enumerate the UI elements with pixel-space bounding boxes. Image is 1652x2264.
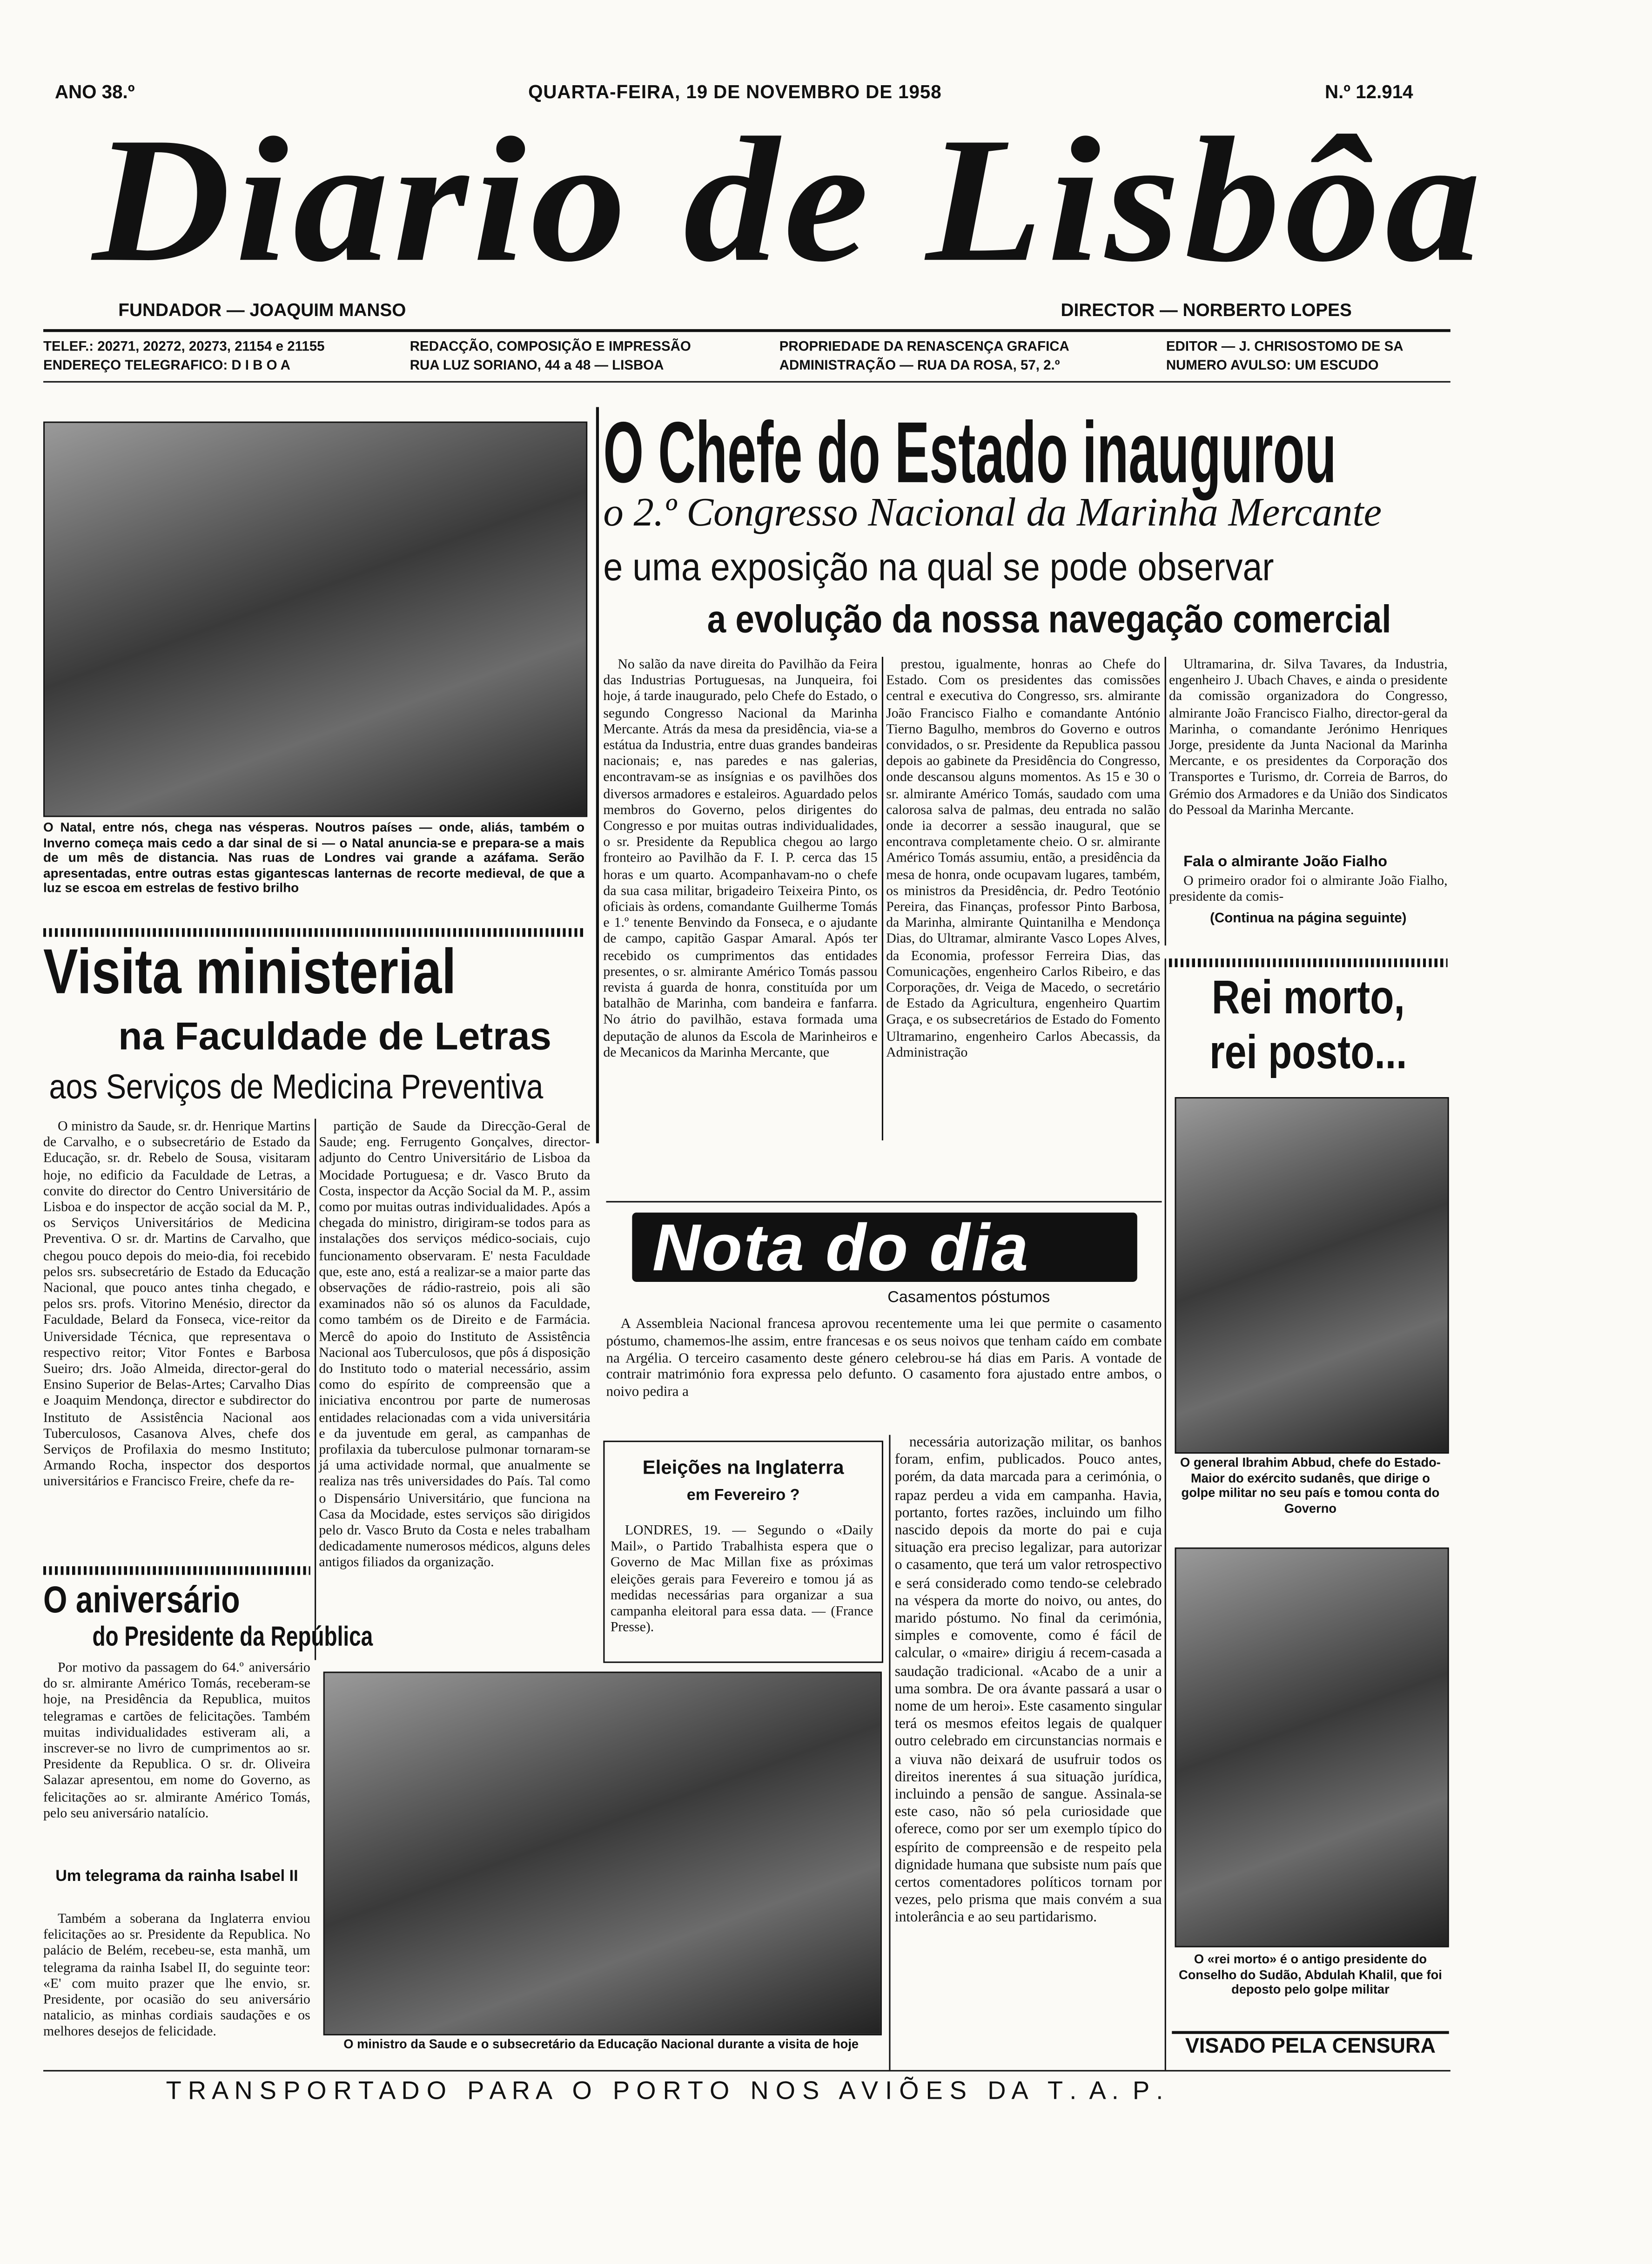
nota-body <box>895 1435 1162 2067</box>
header-info-editor <box>1166 338 1404 376</box>
aniversario-deck-box <box>92 1622 373 1657</box>
column-rule <box>315 1119 316 1660</box>
lead-col3-block <box>1169 657 1448 847</box>
lead-col1-text: No salão da nave direita do Pavilhão da Feira das Industrias Portuguesas, na Junqueira, foi hoje, á tarde inaugurado, pelo Chefe do Estado, o segundo Congresso Nacional da Marinha Mercante. Atrás da mesa da presidência, via-se a estátua da Industria, entre duas grandes bandeiras nacionais; e, nas paredes e nas galerias, encontravam-se as insígnias e os pavilhões dos diversos armadores e estaleiros. Aguardado pelos membros do Governo, pelos dirigentes do Congresso e por muitas outras individualidades, o sr. Presidente da Republica chegou ao largo fronteiro ao Pavilhão da F. I. P. cerca das 15 horas e um quarto. Acompanhavam-no o chefe da sua casa militar, brigadeiro Teixeira Pinto, os oficiais às ordens, comandante Guilherme Tomás e 1.º tenente Benvindo da Fonseca, e o ajudante de campo, capitão Gaspar Amaral. Após ter recebido os cumprimentos das entidades presentes, o sr. almirante Américo Tomás passou revista á guarda de honra, constituída por um batalhão de Marinha, com bandeira e fanfarra. No átrio do pavilhão, estava formada uma deputação de alunos da Escola de Marinheiros e de Mecanicos da Marinha Mercante, que <box>603 657 878 1061</box>
rei-headline-box <box>1169 970 1448 1083</box>
rei-headline2: rei posto... <box>1209 1024 1407 1078</box>
lead-left-rule <box>596 407 599 1144</box>
lead-col3-text2: O primeiro orador foi o almirante João Fialho, presidente da comis- <box>1169 873 1448 906</box>
separator <box>43 1566 310 1575</box>
nota-top-rule <box>606 1201 1162 1202</box>
column-rule <box>1165 958 1166 2070</box>
ministro-caption: O ministro da Saude e o subsecretário da Educação Nacional durante a visita de hoje <box>343 2036 859 2051</box>
visita-col1-text: O ministro da Saude, sr. dr. Henrique Martins de Carvalho, e o subsecretário de Estado da Educação, sr. dr. Rebelo de Sousa, visitaram hoje, no edificio da Faculdade de Letras, a convite do director do Centro Universitário de Lisboa e do inspector de acção social da M. P., os Serviços Universitários de Medicina Preventiva. O sr. dr. Martins de Carvalho, que chegou pouco depois do meio-dia, foi recebido pelos srs. subsecretário de Estado da Educação Nacional, que pouco antes tinha chegado, e pelos srs. profs. Vitorino Menésio, director da Faculdade, Belard da Fonseca, vice-reitor da Universidade Técnica, que representava o respectivo reitor; Vitor Fontes e Barbosa Sueiro; drs. João Almeida, director-geral do Ensino Superior de Belas-Artes; Carvalho Dias e Joaquim Mendonça, director e subdirector do Instituto de Assistência Nacional aos Tuberculosos, Casanova Alves, chefe dos Serviços de Profilaxia do mesmo Instituto; Armando Rocha, inspector dos desportos universitários e Francisco Freire, chefe da re- <box>43 1119 310 1490</box>
abbud-photo <box>1175 1097 1449 1454</box>
nota-title: Nota do dia <box>652 1209 1030 1285</box>
lead-col2 <box>886 657 1160 1133</box>
aniversario-body <box>43 1660 310 1869</box>
visita-col1 <box>43 1119 310 1545</box>
issue-number: N.º 12.914 <box>1324 81 1413 103</box>
administracao: ADMINISTRAÇÃO — RUA DA ROSA, 57, 2.º <box>779 358 1060 374</box>
eleicoes-box <box>603 1441 883 1663</box>
nota-subtitle: Casamentos póstumos <box>887 1289 1050 1307</box>
lead-continua: (Continua na página seguinte) <box>1210 910 1407 927</box>
visita-deck1: na Faculdade de Letras <box>118 1015 552 1058</box>
visita-deck2: aos Serviços de Medicina Preventiva <box>49 1068 544 1107</box>
natal-caption: O Natal, entre nós, chega nas vésperas. Noutros países — onde, aliás, também o Inverno começa mais cedo a dar sinal de si — o Natal anuncia-se e prepara-se a mais de um mês de distancia. Nas ruas de Londres vai grande a azáfama. Serão apresentadas, entre outras estas gigantescas lanternas de recorte medieval, de que a luz se escoa em estrelas de festivo brilho <box>43 820 585 895</box>
phones: TELEF.: 20271, 20272, 20273, 21154 e 21155 <box>43 339 325 355</box>
khalil-caption: O «rei morto» é o antigo presidente do Conselho do Sudão, Abdulah Khalil, que foi deposto pelo golpe militar <box>1179 1951 1442 1997</box>
masthead-title: Diario de Lisbôa <box>92 101 1486 299</box>
separator <box>43 928 584 937</box>
eleicoes-headline: Eleições na Inglaterra <box>642 1456 844 1478</box>
natal-photo <box>43 422 587 817</box>
lead-headline-box <box>603 404 1447 501</box>
lead-headline: O Chefe do Estado inaugurou <box>603 404 1336 501</box>
abbud-caption: O general Ibrahim Abbud, chefe do Estado-Maior do exército sudanês, que dirige o golpe militar no seu país e tomou conta do Governo <box>1180 1455 1441 1515</box>
header-rule-bottom <box>43 381 1451 383</box>
visita-col2 <box>319 1119 590 1660</box>
ministro-photo <box>323 1671 882 2035</box>
nota-banner <box>632 1209 1137 1285</box>
lead-col2-text: prestou, igualmente, honras ao Chefe do Estado. Com os presidentes das comissões central e executiva do Congresso, srs. almirante João Francisco Fialho e comandante António Tierno Bagulho, membros do Governo e outros convidados, o sr. Presidente da Republica passou depois ao gabinete da Presidência do Congresso, onde descansou alguns momentos. As 15 e 30 o sr. almirante Américo Tomás, saudado com uma calorosa salva de palmas, deu entrada no salão onde ia decorrer a sessão inaugural, que se encontrava completamente cheio. O sr. almirante Américo Tomás assumiu, então, a presidência da mesa de honra, onde ocupavam lugares, também, os ministros da Presidência, dr. Pedro Teotónio Pereira, das Finanças, professor Pinto Barbosa, da Marinha, almirante Quintanilha e Mendonça Dias, do Ultramar, almirante Vasco Lopes Alves, da Economia, professor Ferreira Dias, das Comunicações, engenheiro Carlos Ribeiro, e das Corporações, dr. Veiga de Macedo, o secretário de Estado da Agricultura, engenheiro Quartim Graça, e os subsecretários de Estado do Fomento Ultramarino, engenheiro Carlos Abecassis, da Administração <box>886 657 1161 1061</box>
founder: FUNDADOR — JOAQUIM MANSO <box>118 300 406 321</box>
visita-headline-box <box>43 938 591 1008</box>
telegraph: ENDEREÇO TELEGRAFICO: D I B O A <box>43 358 290 374</box>
aniversario-headline-box <box>43 1578 310 1624</box>
nota-intro <box>606 1316 1162 1429</box>
footer-rule <box>43 2070 1451 2071</box>
lead-col3-text: Ultramarina, dr. Silva Tavares, da Industria, engenheiro J. Ubach Chaves, e ainda o presidente da comissão organizadora do Congresso, almirante João Francisco Fialho, director-geral da Marinha, o comandante Jerónimo Henriques Jorge, presidente da Junta Nacional da Marinha Mercante, e os presidentes da Corporação dos Transportes e Turismo, dr. Correia de Barros, do Grémio dos Armadores e da União dos Sindicatos do Pessoal da Marinha Mercante. <box>1169 657 1448 818</box>
lead-col3 <box>1169 657 1448 953</box>
eleicoes-body <box>611 1523 873 1656</box>
price: NUMERO AVULSO: UM ESCUDO <box>1166 358 1379 374</box>
visita-col2-text: partição de Saude da Direcção-Geral de Saude; eng. Ferrugento Gonçalves, director-adjunto do Centro Universitário de Lisboa da Mocidade Portuguesa; e dr. Vasco Bruto da Costa, inspector da Acção Social da M. P., assim como por muitas outras individualidades. Após a chegada do ministro, dirigiram-se todos para as instalações dos serviços médico-sociais, cujo funcionamento observaram. E' nesta Faculdade que, este ano, está a realizar-se a maior parte das observações de rádio-rastreio, pois ali são examinados não só os alunos da Faculdade, como também os de Direito e de Farmácia. Mercê do apoio do Instituto de Assistência Nacional aos Tuberculosos, que pôs á disposição do Instituto todo o material necessário, assim como do espírito de compreensão que a iniciativa encontrou por parte de numerosas entidades relacionadas com a vida universitária e da juventude em geral, as campanhas de profilaxia da tuberculose pulmonar tornaram-se já uma actividade normal, que anualmente se realiza nas três universidades do País. Tal como o Dispensário Universitário, que funciona na Casa da Mocidade, estes serviços são dirigidos pelo dr. Vasco Bruto da Costa e neles trabalham dedicadamente numerosos médicos, alguns deles antigos filiados da organização. <box>319 1119 591 1571</box>
nota-body-text: necessária autorização militar, os banhos foram, enfim, publicados. Pouco antes, porém, da data marcada para a cerimónia, o rapaz perdeu a vida em campanha. Havia, portanto, fortes razões, incluindo um filho nascido depois da morte do pai e cuja situação era preciso legalizar, para autorizar o casamento, que terá um valor retrospectivo e será considerado como tendo-se celebrado na véspera da morte do noivo, ou antes, do marido póstumo. No final da cerimónia, simples e comovente, como é fácil de calcular, o «maire» dirigiu á recem-casada a saudação tradicional. «Acabo de a unir a uma sombra. De ora ávante passará a usar o nome de um heroi». Este casamento singular terá os mesmos efeitos legais de qualquer outro celebrado em circunstancias normais e a viuva não deixará de usufruir todos os direitos inerentes á sua situação jurídica, incluindo a pensão de sangue. Assinala-se este caso, não só pela curiosidade que oferece, como por ser um exemplo típico do espírito de compreensão e de respeito pela dignidade humana que subsiste num país que certos comentadores políticos tornam por vezes, pelo prisma que mais convém a sua intolerância e ao seu partidarismo. <box>894 1435 1162 1927</box>
khalil-photo <box>1175 1548 1449 1947</box>
eleicoes-body-text: LONDRES, 19. — Segundo o «Daily Mail», o Partido Trabalhista espera que o Governo de Mac Millan fixe as próximas eleições gerais para Fevereiro e tomou já as medidas necessárias para organizar a sua campanha eleitoral para essa data. — (France Presse). <box>610 1523 873 1636</box>
lead-col3-block2 <box>1169 873 1448 908</box>
issue-date: QUARTA-FEIRA, 19 DE NOVEMBRO DE 1958 <box>528 81 942 103</box>
aniversario-body-text: Por motivo da passagem do 64.º aniversário do sr. almirante Américo Tomás, receberam-se hoje, na Presidência da Republica, muitos telegramas e cartões de felicitações. Também muitas individualidades estiveram ali, a inscrever-se no livro de cumprimentos ao sr. Presidente da Republica. O sr. dr. Oliveira Salazar apresentou, em nome do Governo, as felicitações ao sr. almirante Américo Tomás, pelo seu aniversário natalício. <box>43 1660 310 1822</box>
director: DIRECTOR — NORBERTO LOPES <box>1061 300 1352 321</box>
lead-col1 <box>603 657 877 1133</box>
column-rule <box>882 657 883 1140</box>
lead-deck1: o 2.º Congresso Nacional da Marinha Mercante <box>603 491 1382 536</box>
aniversario-deck: do Presidente da República <box>92 1622 373 1653</box>
aniversario-body2 <box>43 1911 310 2055</box>
redaccao: REDACÇÃO, COMPOSIÇÃO E IMPRESSÃO <box>410 339 691 355</box>
lead-deck2: e uma exposição na qual se pode observar <box>603 546 1274 589</box>
nota-intro-text: A Assembleia Nacional francesa aprovou recentemente uma lei que permite o casamento póstumo, chamemos-lhe assim, entre francesas e os seus noivos que tenham caído em combate na Argélia. O terceiro casamento deste género celebrou-se há dias em Paris. A vontade de contrair matrimónio fora expressa pelo defunto. O casamento fora ajustado entre ambos, o noivo pedira a <box>606 1316 1162 1401</box>
redaccao-address: RUA LUZ SORIANO, 44 a 48 — LISBOA <box>410 358 664 374</box>
header-info-redaccao <box>410 338 691 376</box>
header-info-phones <box>43 338 325 376</box>
header-rule <box>43 329 1451 332</box>
aniversario-body2-text: Também a soberana da Inglaterra enviou felicitações ao sr. Presidente da Republica. No palácio de Belém, recebeu-se, esta manhã, um telegrama da rainha Isabel II, do seguinte teor: «E' com muito prazer que lhe envio, sr. Presidente, por ocasião do seu aniversário natalicio, as minhas cordiais saudações e os melhores desejos de felicidade. <box>43 1911 310 2041</box>
year-label: ANO 38.º <box>54 81 135 103</box>
separator <box>1169 958 1448 967</box>
propriedade: PROPRIEDADE DA RENASCENÇA GRAFICA <box>779 339 1069 355</box>
lead-col3-sub: Fala o almirante João Fialho <box>1183 853 1387 871</box>
column-rule <box>1165 657 1166 945</box>
rei-headline1: Rei morto, <box>1211 970 1405 1024</box>
visita-headline: Visita ministerial <box>43 937 457 1008</box>
lead-deck3: a evolução da nossa navegação comercial <box>707 597 1391 641</box>
column-rule <box>889 1435 890 2070</box>
aniversario-headline: O aniversário <box>43 1577 240 1621</box>
masthead <box>92 101 1550 303</box>
censura-stamp: VISADO PELA CENSURA <box>1172 2031 1449 2059</box>
header-info-propriedade <box>779 338 1069 376</box>
footer-banner: T R A N S P O R T A D O P A R A O P O R T O N O S A V I Õ E S D A T . A . P . <box>166 2075 1163 2105</box>
eleicoes-deck: em Fevereiro ? <box>686 1487 800 1504</box>
aniversario-sub: Um telegrama da rainha Isabel II <box>55 1868 298 1886</box>
editor: EDITOR — J. CHRISOSTOMO DE SA <box>1166 339 1404 355</box>
